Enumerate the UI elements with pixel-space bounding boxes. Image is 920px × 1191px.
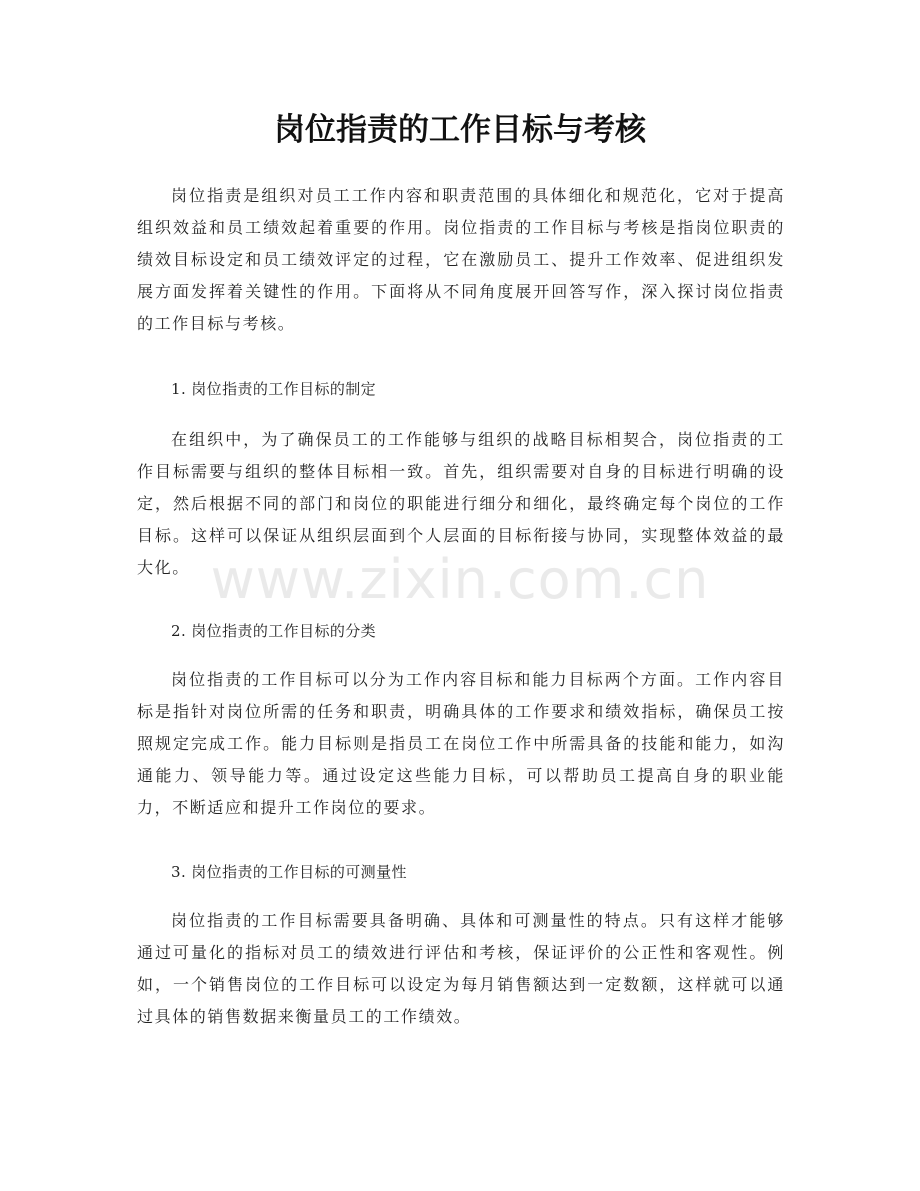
section-1-paragraph: 在组织中，为了确保员工的工作能够与组织的战略目标相契合，岗位指责的工作目标需要与组织的整体目标相一致。首先，组织需要对自身的目标进行明确的设定，然后根据不同的部门和岗位的职能进行细分和细化，最终确定每个岗位的工作目标。这样可以保证从组织层面到个人层面的目标衔接与协同，实现整体效益的最大化。	[137, 430, 785, 577]
section-2-paragraph: 岗位指责的工作目标可以分为工作内容目标和能力目标两个方面。工作内容目标是指针对岗位所需的任务和职责，明确具体的工作要求和绩效指标，确保员工按照规定完成工作。能力目标则是指员工在岗位工作中所需具备的技能和能力，如沟通能力、领导能力等。通过设定这些能力目标，可以帮助员工提高自身的职业能力，不断适应和提升工作岗位的要求。	[137, 670, 785, 817]
section-3-heading: 3. 岗位指责的工作目标的可测量性	[171, 863, 407, 881]
document-title: 岗位指责的工作目标与考核	[274, 112, 646, 148]
section-2-heading: 2. 岗位指责的工作目标的分类	[171, 622, 377, 640]
section-3-paragraph: 岗位指责的工作目标需要具备明确、具体和可测量性的特点。只有这样才能够通过可量化的指标对员工的绩效进行评估和考核，保证评价的公正性和客观性。例如，一个销售岗位的工作目标可以设定为每月销售额达到一定数额，这样就可以通过具体的销售数据来衡量员工的工作绩效。	[137, 911, 785, 1026]
intro-paragraph: 岗位指责是组织对员工工作内容和职责范围的具体细化和规范化，它对于提高组织效益和员工绩效起着重要的作用。岗位指责的工作目标与考核是指岗位职责的绩效目标设定和员工绩效评定的过程，它在激励员工、提升工作效率、促进组织发展方面发挥着关键性的作用。下面将从不同角度展开回答写作，深入探讨岗位指责的工作目标与考核。	[137, 186, 785, 333]
watermark: www.zixin.com.cn	[210, 548, 710, 611]
section-1-heading: 1. 岗位指责的工作目标的制定	[171, 380, 377, 398]
